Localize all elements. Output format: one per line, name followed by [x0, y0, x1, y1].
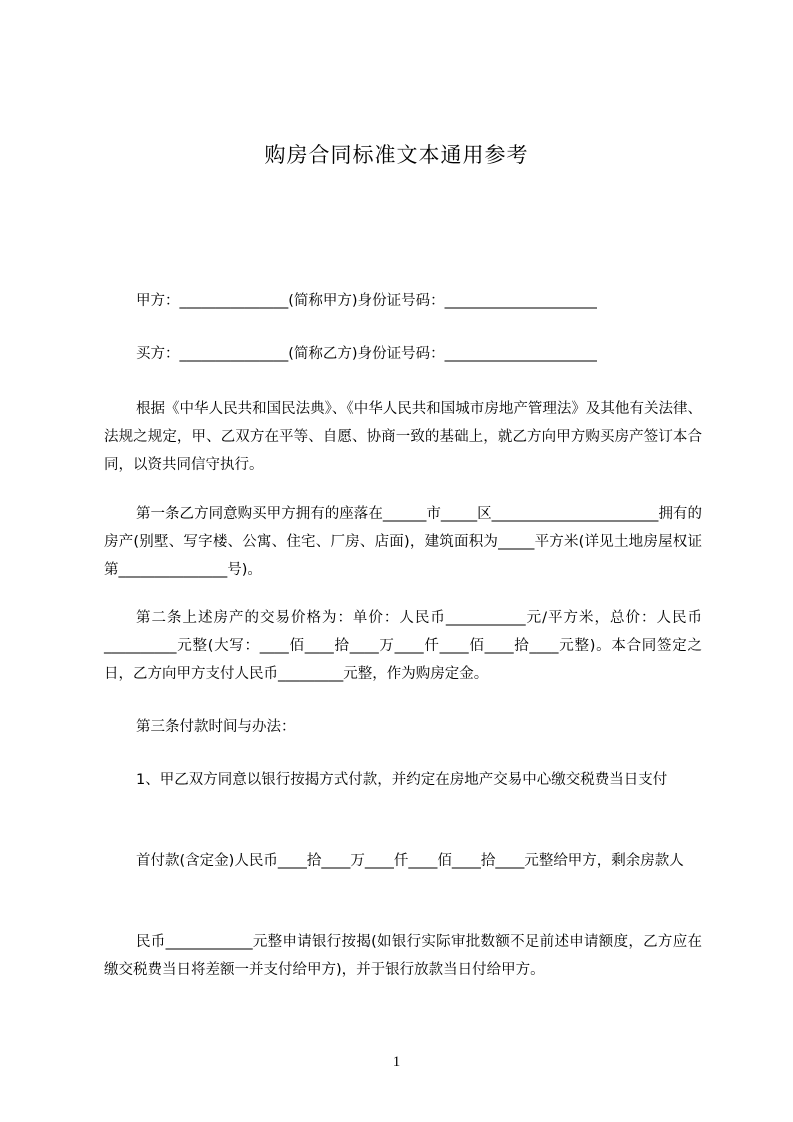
article-3-heading: 第三条付款时间与办法：: [136, 719, 296, 735]
page-number: 1: [392, 1054, 401, 1070]
down-payment-paragraph: 首付款(含定金)人民币____拾____万____仟____佰____拾____元整给甲方，剩余房款人: [136, 853, 684, 869]
party-a-line: 甲方：_______________(简称甲方)身份证号码：_____________________: [136, 293, 597, 309]
loan-paragraph: 民币____________元整申请银行按揭(如银行实际审批数额不足前述申请额度，乙方应在缴交税费当日将差额一并支付给甲方)，并于银行放款当日付给甲方。: [104, 934, 702, 978]
party-b-line: 买方：_______________(简称乙方)身份证号码：_____________________: [136, 346, 597, 362]
preamble-paragraph: 根据《中华人民共和国民法典》、《中华人民共和国城市房地产管理法》及其他有关法律、法规之规定，甲、乙双方在平等、自愿、协商一致的基础上，就乙方向甲方购买房产签订本合同，以资共同信守执行。: [104, 401, 702, 473]
article-1-paragraph: 第一条乙方同意购买甲方拥有的座落在______市_____区_______________________拥有的房产(别墅、写字楼、公寓、住宅、厂房、店面)，建筑面积为_____平方米(详见土地房屋权证第_______________号)。: [104, 506, 702, 578]
clause-1-paragraph: 1、甲乙双方同意以银行按揭方式付款，并约定在房地产交易中心缴交税费当日支付: [136, 772, 668, 788]
article-2-paragraph: 第二条上述房产的交易价格为：单价：人民币___________元/平方米，总价：人民币__________元整(大写：____佰____拾____万____仟____佰____拾____元整)。本合同签定之日，乙方向甲方支付人民币_________元整，作为购房定金。: [104, 610, 702, 682]
document-title: 购房合同标准文本通用参考: [264, 143, 529, 167]
